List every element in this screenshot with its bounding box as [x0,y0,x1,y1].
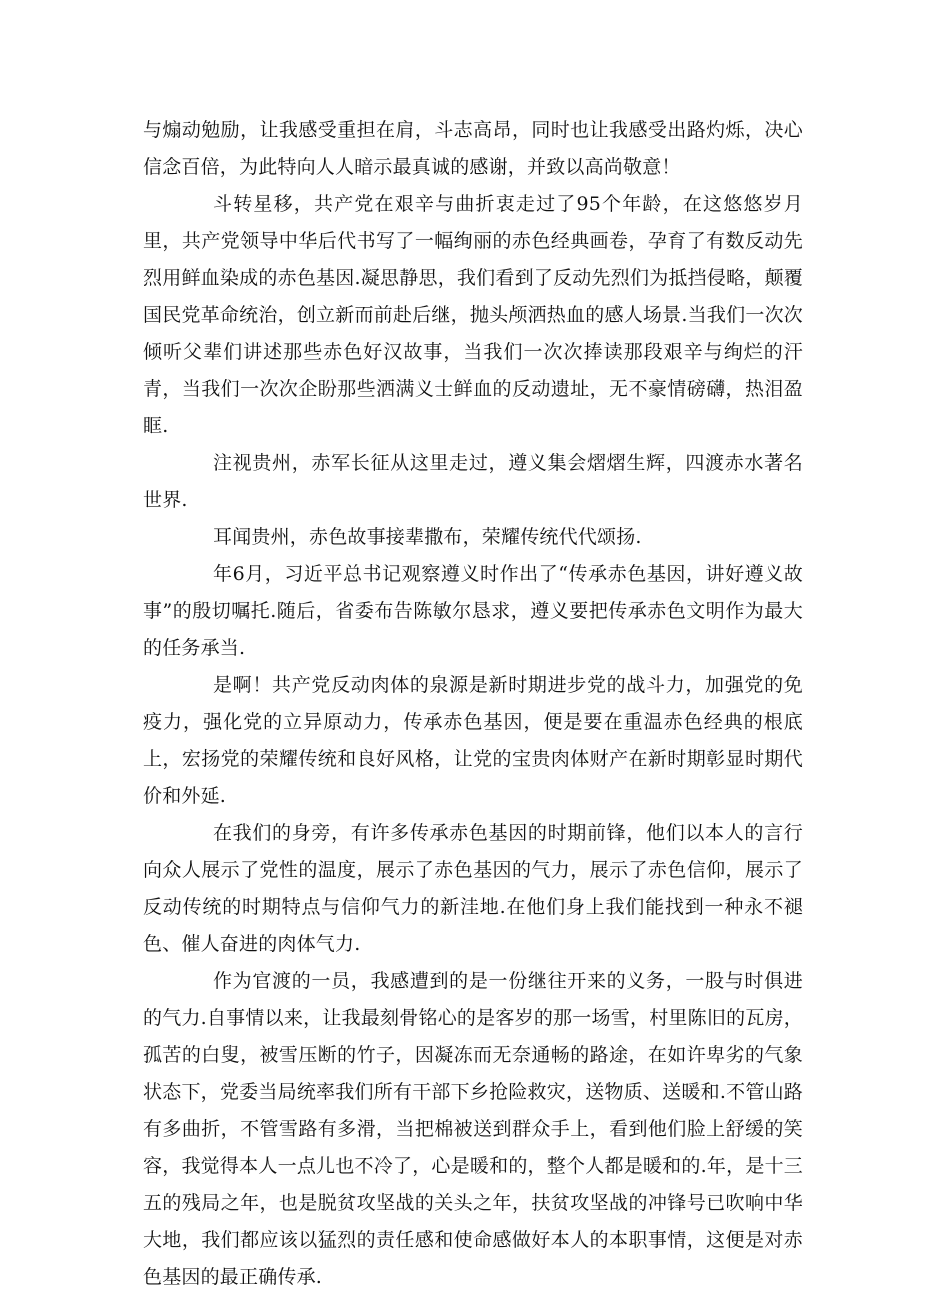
paragraph: 作为官渡的一员，我感遭到的是一份继往开来的义务，一股与时俱进的气力.自事情以来，让我最刻骨铭心的是客岁的那一场雪，村里陈旧的瓦房，孤苦的白叟，被雪压断的竹子，因凝冻而无奈通畅的路途，在如许卑劣的气象状态下，党委当局统率我们所有干部下乡抢险救灾，送物质、送暖和.不管山路有多曲折，不管雪路有多滑，当把棉被送到群众手上，看到他们脸上舒缓的笑容，我觉得本人一点儿也不冷了，心是暖和的，整个人都是暖和的.年，是十三五的残局之年，也是脱贫攻坚战的关头之年，扶贫攻坚战的冲锋号已吹响中华大地，我们都应该以猛烈的责任感和使命感做好本人的本职事情，这便是对赤色基因的最正确传承. [143,970,803,1288]
paragraph: 注视贵州，赤军长征从这里走过，遵义集会熠熠生辉，四渡赤水著名世界. [143,452,803,511]
paragraph: 年6月，习近平总书记观察遵义时作出了“传承赤色基因，讲好遵义故事”的殷切嘱托.随后，省委布告陈敏尔恳求，遵义要把传承赤色文明作为最大的任务承当. [143,563,803,659]
paragraph: 耳闻贵州，赤色故事接辈撒布，荣耀传统代代颂扬. [213,526,642,548]
paragraph: 在我们的身旁，有许多传承赤色基因的时期前锋，他们以本人的言行向众人展示了党性的温度，展示了赤色基因的气力，展示了赤色信仰，展示了反动传统的时期特点与信仰气力的新洼地.在他们身上我们能找到一种永不褪色、催人奋进的肉体气力. [143,822,803,955]
paragraph-continuation: 与煽动勉励，让我感受重担在肩，斗志高昂，同时也让我感受出路灼烁，决心信念百倍，为此特向人人暗示最真诚的感谢，并致以高尚敬意！ [143,119,803,178]
paragraph: 是啊！共产党反动肉体的泉源是新时期进步党的战斗力，加强党的免疫力，强化党的立异原动力，传承赤色基因，便是要在重温赤色经典的根底上，宏扬党的荣耀传统和良好风格，让党的宝贵肉体财产在新时期彰显时期代价和外延. [143,674,803,807]
paragraph: 斗转星移，共产党在艰辛与曲折衷走过了95个年龄，在这悠悠岁月里，共产党领导中华后代书写了一幅绚丽的赤色经典画卷，孕育了有数反动先烈用鲜血染成的赤色基因.凝思静思，我们看到了反动先烈们为抵挡侵略，颠覆国民党革命统治，创立新而前赴后继，抛头颅洒热血的感人场景.当我们一次次倾听父辈们讲述那些赤色好汉故事，当我们一次次捧读那段艰辛与绚烂的汗青，当我们一次次企盼那些洒满义士鲜血的反动遗址，无不豪情磅礴，热泪盈眶. [143,193,803,437]
document-body [143,112,803,1296]
